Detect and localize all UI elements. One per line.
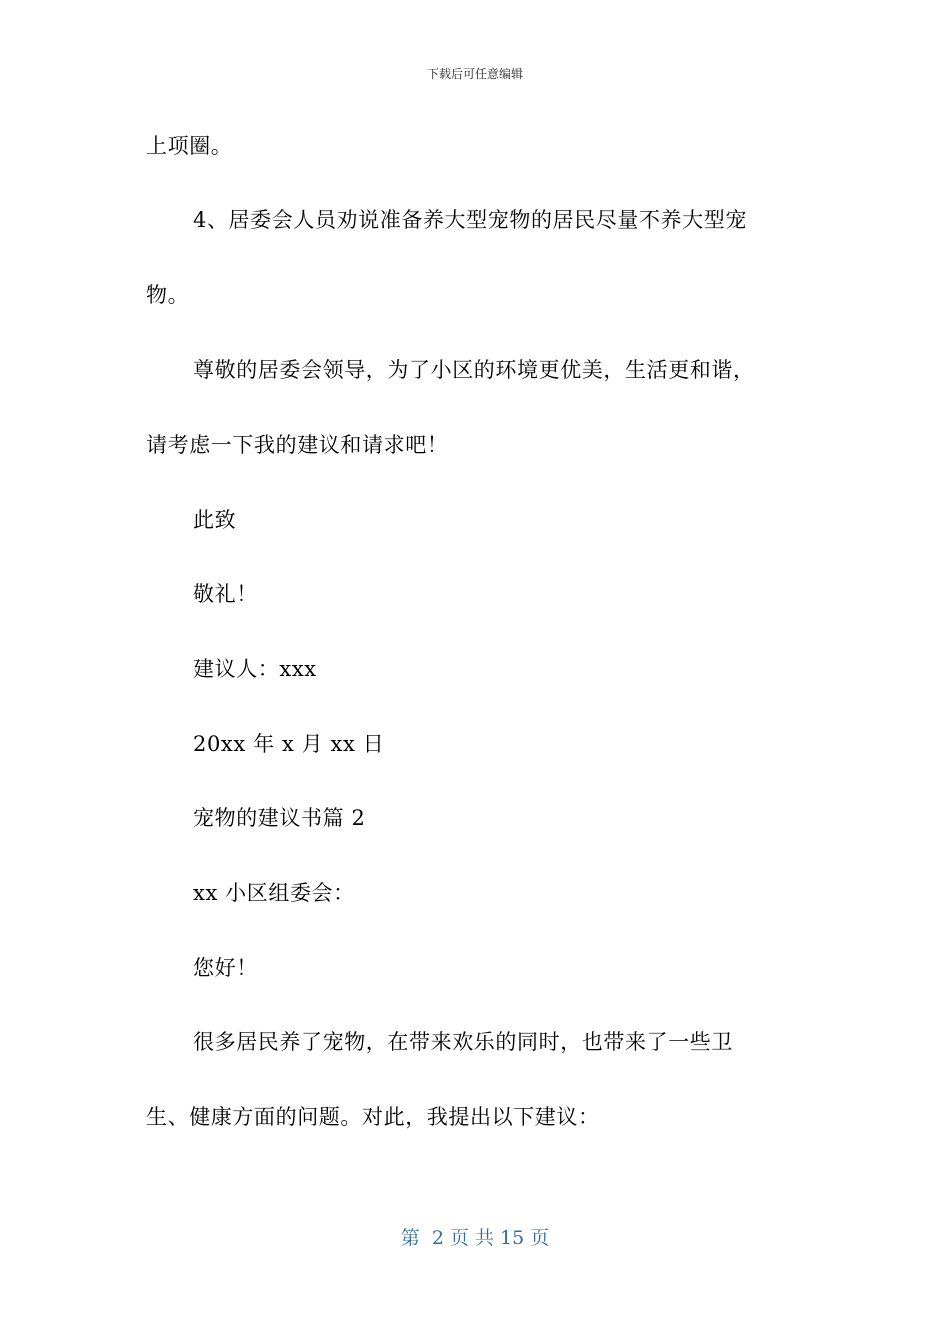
body-line: 很多居民养了宠物，在带来欢乐的同时，也带来了一些卫	[193, 1030, 733, 1054]
salutation-line: xx 小区组委会：	[193, 881, 355, 905]
body-line: 尊敬的居委会领导，为了小区的环境更优美，生活更和谐，	[193, 358, 755, 382]
date-line: 20xx 年 x 月 xx 日	[193, 732, 385, 756]
body-line: 上项圈。	[146, 134, 233, 158]
greeting-line: 您好！	[193, 956, 258, 980]
body-line: 生、健康方面的问题。对此，我提出以下建议：	[146, 1105, 600, 1129]
body-line: 此致	[193, 508, 237, 532]
signer-line: 建议人：xxx	[193, 657, 317, 681]
page-header: 下载后可任意编辑	[426, 67, 523, 81]
body-line: 4、居委会人员劝说准备养大型宠物的居民尽量不养大型宠	[193, 208, 747, 232]
section-title: 宠物的建议书篇 2	[193, 806, 366, 830]
body-line: 物。	[146, 283, 190, 307]
body-line: 敬礼！	[193, 582, 258, 606]
body-line: 请考虑一下我的建议和请求吧！	[146, 433, 449, 457]
page-number-footer: 第 2 页 共 15 页	[400, 1227, 550, 1249]
